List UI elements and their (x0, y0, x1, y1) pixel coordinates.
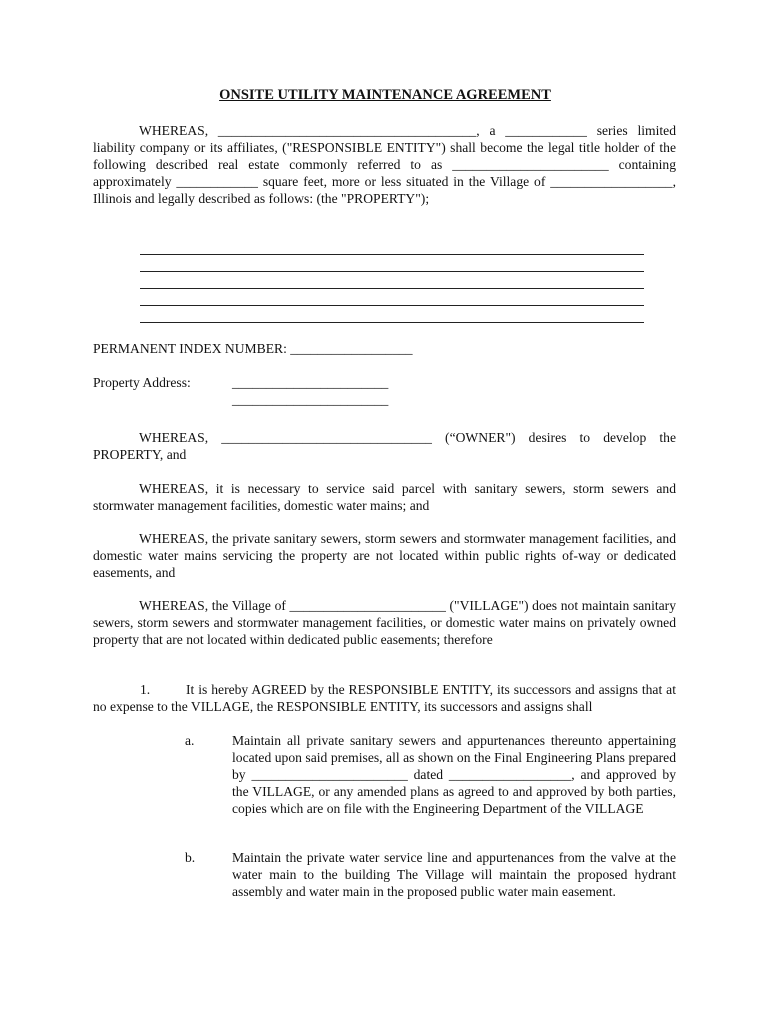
clause-1-text: It is hereby AGREED by the RESPONSIBLE ENTITY, its successors and assigns that at no expense to the VILLAGE, the RESPONSIBLE ENTITY, its successors and assigns shall (93, 682, 676, 714)
legal-description-line (140, 254, 644, 255)
whereas-service: WHEREAS, it is necessary to service said parcel with sanitary sewers, storm sewers and stormwater management facilities, domestic water mains; and (93, 481, 676, 513)
document-title: ONSITE UTILITY MAINTENANCE AGREEMENT (219, 87, 551, 103)
legal-description-line (140, 271, 644, 272)
item-a-letter: a. (185, 733, 195, 748)
item-b-text: Maintain the private water service line and appurtenances from the valve at the water main to the building The Village will maintain the proposed hydrant assembly and water main in the proposed public water main easement. (232, 850, 676, 899)
whereas-responsible-entity: WHEREAS, ______________________________________, a ____________ series limited liability company or its affiliates, ("RESPONSIBLE ENTITY") shall become the legal title holder of the following described real estate commonly referred to as _______________________ containing approximately ____________ square feet, more or less situated in the Village of __________________, Illinois and legally described as follows: (the "PROPERTY"); (93, 123, 676, 206)
property-address-line: _______________________ (232, 392, 389, 407)
whereas-village: WHEREAS, the Village of _______________________ ("VILLAGE") does not maintain sanitary sewers, storm sewers and stormwater management facilities, or domestic water mains on privately owned property that are not located within dedicated public easements; therefore (93, 598, 676, 647)
item-a-text: Maintain all private sanitary sewers and appurtenances thereunto appertaining located upon said premises, all as shown on the Final Engineering Plans prepared by _______________________ dated __________________, and approved by the VILLAGE, or any amended plans as agreed to and approved by both parties, copies which are on file with the Engineering Department of the VILLAGE (232, 733, 676, 816)
clause-number: 1. (140, 682, 151, 697)
legal-description-line (140, 322, 644, 323)
permanent-index-number: PERMANENT INDEX NUMBER: __________________ (93, 341, 413, 356)
whereas-private-facilities: WHEREAS, the private sanitary sewers, storm sewers and stormwater management facilities, and domestic water mains servicing the property are not located within public rights of-way or dedicated easements, and (93, 531, 676, 580)
property-address-label: Property Address: (93, 375, 191, 390)
item-b-letter: b. (185, 850, 196, 865)
legal-description-line (140, 288, 644, 289)
legal-description-line (140, 305, 644, 306)
property-address-line: _______________________ (232, 375, 389, 390)
whereas-owner: WHEREAS, _______________________________ (“OWNER") desires to develop the PROPERTY, and (93, 430, 676, 462)
